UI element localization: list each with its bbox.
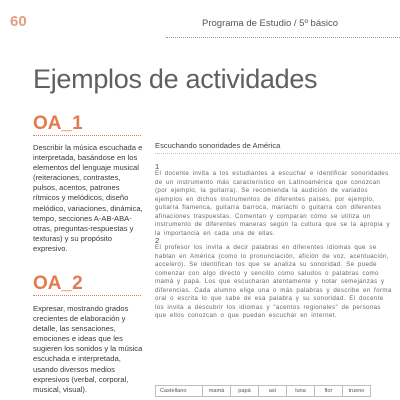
table-cell: luna: [287, 386, 315, 397]
table-cell: flor: [315, 386, 343, 397]
running-header: Programa de Estudio / 5º básico: [202, 18, 339, 29]
page-number: 60: [10, 13, 27, 30]
objective-text-oa2: Expresar, mostrando grados crecientes de elaboración y detalle, las sensaciones, emociones e ideas que les sugieren los sonidos y la música escuchada e interpretada, usando diversos medios expresivos (verbal, corporal, musical, visual).: [33, 304, 143, 394]
activity-number-1: 1: [155, 162, 160, 171]
activity-number-2: 2: [155, 236, 160, 245]
activity-section-title: Escuchando sonoridades de América: [155, 141, 281, 150]
objective-divider-oa2: [33, 295, 141, 296]
header-divider: [166, 37, 400, 38]
table-cell: así: [259, 386, 287, 397]
table-row: [156, 386, 371, 397]
activity-text-1: El docente invita a los estudiantes a escuchar e identificar sonoridades de un instrumento más característico en Latinoamérica que conozcan (por ejemplo, la guitarra). Se recomienda la audición de variados ejemplos en dichos instrumentos de diferentes países, por ejemplo, guitarra flamenca, guitarra barroca, mariachi o guitarra con diferentes afinaciones traspuestas. Comentan y comparan cómo se utiliza un instrumento de diferentes maneras según la cultura que se la apropia y la importancia en cada una de ellas.: [155, 170, 390, 237]
activity-text-2: El profesor los invita a decir palabras en diferentes idiomas que se hablan en América (como lo pronunciación, afición de voz, acentuación, acceleró). Se identifican los que se analiza su sonoridad. Se puede comenzar con algo directo y sencillo como saludos o palabras como mamá y papá. Los que escucharan atentamente y notar semejanzas y diferencias. Cada alumno elige una o más palabras y describe en forma oral o escrita lo que sabe de esa palabra y su sonoridad. El docente los invita a descubrir los idiomas y "acentos regionales" de personas que ellos conozcan o que puedan escuchar en internet.: [155, 244, 392, 319]
objective-divider-oa1: [33, 135, 141, 136]
table-cell: papá: [231, 386, 259, 397]
table-cell: trueno: [343, 386, 371, 397]
word-comparison-table: [155, 385, 371, 397]
page-title: Ejemplos de actividades: [33, 64, 318, 94]
objective-label-oa2: OA_2: [33, 273, 83, 294]
objective-text-oa1: Describir la música escuchada e interpretada, basándose en los elementos del lenguaje musical (reiteraciones, contrastes, pulsos, acentos, patrones rítmicos y melódicos, diseño melódico, variaciones, dinámica, tempo, secciones A-AB-ABA-otras, preguntas-respuestas y texturas) y su propósito expresivo.: [33, 143, 143, 253]
activity-section-divider: [155, 153, 400, 154]
objective-label-oa1: OA_1: [33, 113, 83, 134]
table-cell: Castellano: [156, 386, 203, 397]
table-cell: mamá: [203, 386, 231, 397]
